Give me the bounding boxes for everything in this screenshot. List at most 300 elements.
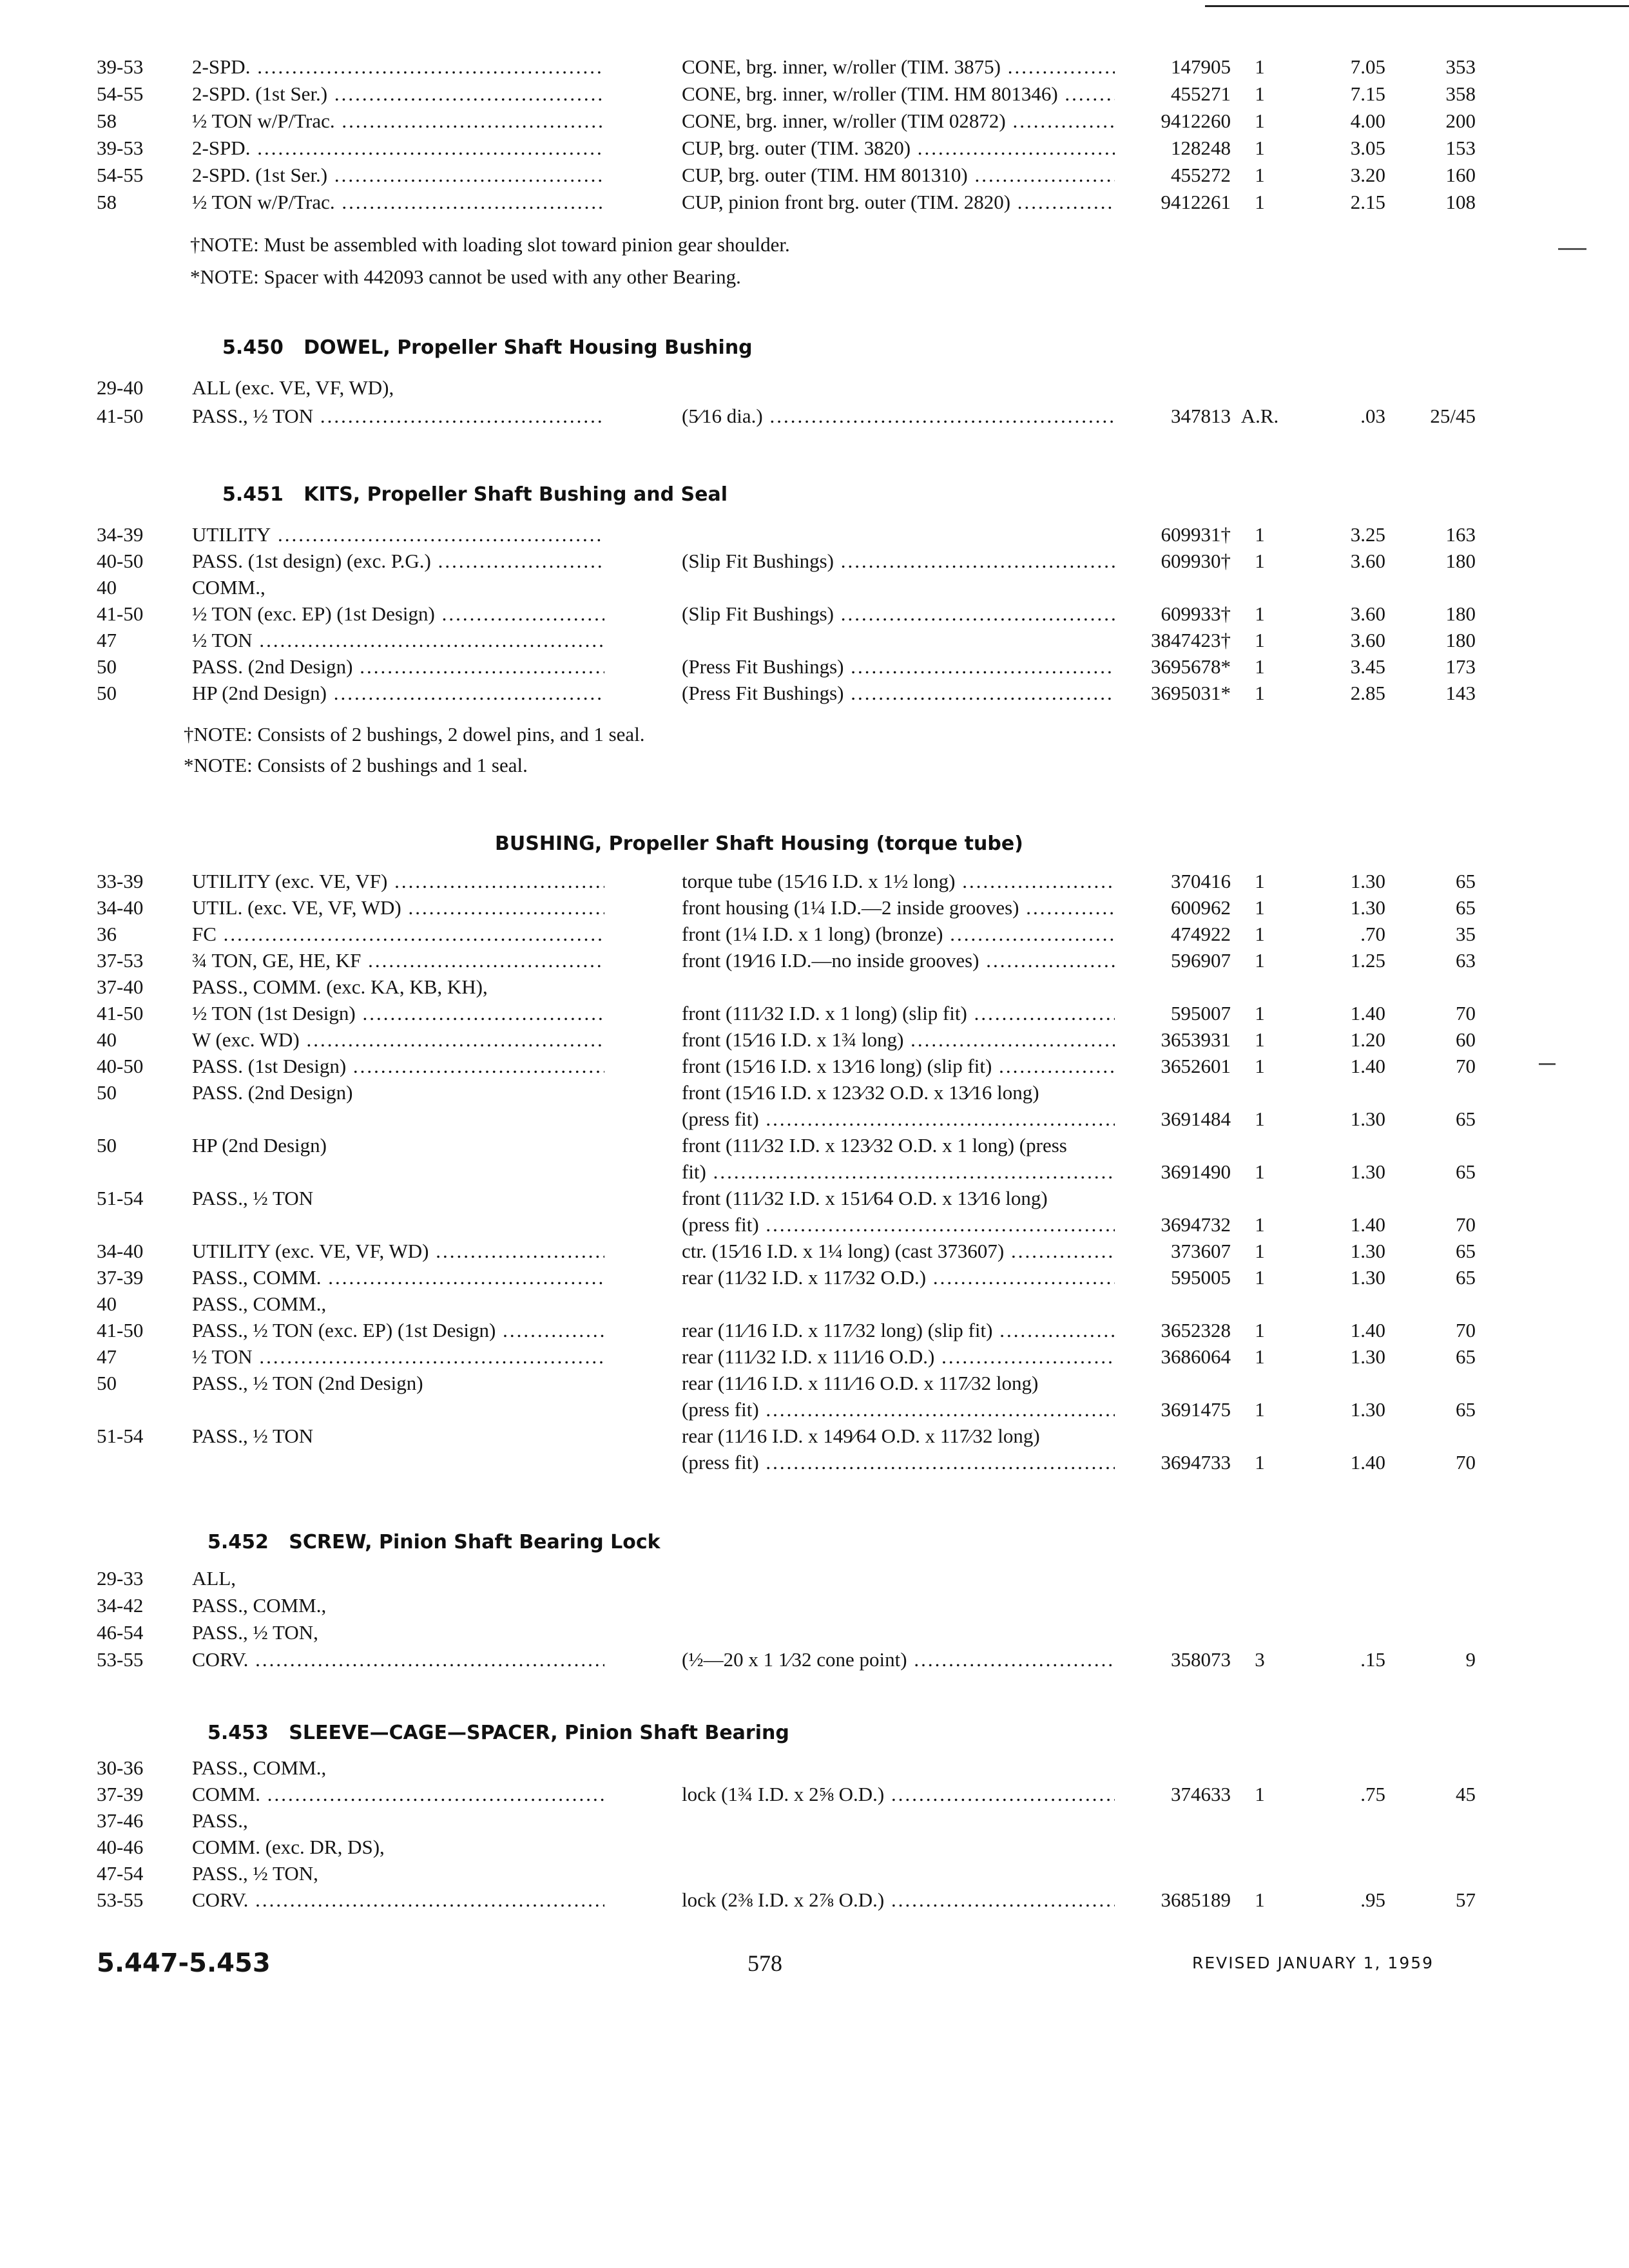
part-description: rear (11⁄16 I.D. x 111⁄16 O.D. x 117⁄32 long) [682,1372,1039,1394]
shipping-weight: 70 [1456,1451,1476,1474]
model-years: 47 [97,1345,117,1368]
footnote: *NOTE: Spacer with 442093 cannot be used with any other Bearing. [190,265,741,288]
list-price: 1.30 [1350,1398,1385,1421]
shipping-weight: 173 [1445,655,1476,678]
list-price: 1.40 [1350,1002,1385,1024]
section-title: BUSHING, Propeller Shaft Housing (torque tube) [495,832,1023,855]
part-description [682,1211,1115,1239]
model-applicability [192,999,604,1028]
model-applicability-text: PASS. (2nd Design) ..... [192,655,604,678]
list-price: 1.40 [1350,1319,1385,1341]
part-description [682,188,1115,216]
shipping-weight: 65 [1456,1398,1476,1421]
model-years: 50 [97,1081,117,1104]
part-number: 455272 [1171,164,1231,186]
footnote: *NOTE: Consists of 2 bushings and 1 seal. [184,754,528,776]
section-title: DOWEL, Propeller Shaft Housing Bushing [304,336,753,359]
model-applicability: PASS., COMM., [192,1594,327,1617]
model-years: 46-54 [97,1621,144,1644]
model-applicability [192,679,604,707]
model-applicability [192,521,604,549]
quantity: 1 [1255,1319,1265,1341]
parts-row [0,920,1629,948]
model-applicability-text: ¾ TON, GE, HE, KF ..... [192,949,604,972]
part-description [682,1396,1115,1424]
shipping-weight: 153 [1445,137,1476,159]
parts-row [0,1369,1629,1398]
shipping-weight: 63 [1456,949,1476,972]
parts-row [0,653,1629,681]
shipping-weight: 25/45 [1430,405,1476,427]
quantity: 1 [1255,1345,1265,1368]
part-description-text: CUP, brg. outer (TIM. HM 801310) ..... [682,164,1115,186]
shipping-weight: 180 [1445,602,1476,625]
part-number: 3653931 [1161,1028,1231,1051]
section-title: SCREW, Pinion Shaft Bearing Lock [289,1531,660,1553]
part-number: 370416 [1171,870,1231,892]
parts-row [0,1807,1629,1835]
part-description-text: ctr. (15⁄16 I.D. x 1¼ long) (cast 373607) ..... [682,1240,1115,1262]
parts-row [0,53,1629,81]
part-description-text: CONE, brg. inner, w/roller (TIM. 3875) ..... [682,55,1115,78]
model-applicability-text: PASS. (1st design) (exc. P.G.) ..... [192,550,604,572]
shipping-weight: 358 [1445,82,1476,105]
model-years: 40-50 [97,1055,144,1077]
model-years: 58 [97,191,117,213]
part-description-text: (Slip Fit Bushings) ..... [682,550,1115,572]
model-applicability-text: PASS. (1st Design) ..... [192,1055,604,1077]
model-applicability-text: UTILITY (exc. VE, VF, WD) ..... [192,1240,604,1262]
quantity: 1 [1255,1451,1265,1474]
part-number: 3847423† [1151,629,1231,651]
section-number: 5.451 [222,483,284,506]
parts-row [0,1396,1629,1424]
model-applicability-text: PASS., ½ TON (exc. EP) (1st Design) ..... [192,1319,604,1341]
model-applicability [192,1316,604,1345]
parts-row [0,1564,1629,1593]
parts-row [0,1619,1629,1647]
model-applicability [192,626,604,655]
model-years: 54-55 [97,82,144,105]
model-years: 40-46 [97,1836,144,1858]
part-description-text: front (1¼ I.D. x 1 long) (bronze) ..... [682,923,1115,945]
part-description-text: front (19⁄16 I.D.—no inside grooves) ..... [682,949,1115,972]
model-years: 50 [97,1372,117,1394]
part-description [682,999,1115,1028]
quantity: 1 [1255,870,1265,892]
model-applicability [192,1780,604,1809]
parts-row [0,1158,1629,1186]
parts-row [0,999,1629,1028]
model-years: 30-36 [97,1756,144,1779]
quantity: 1 [1255,1213,1265,1236]
parts-row [0,547,1629,575]
list-price: 7.05 [1350,55,1385,78]
quantity: 1 [1255,110,1265,132]
revision-date: REVISED JANUARY 1, 1959 [1192,1954,1434,1972]
part-description-text: fit) ..... [682,1160,1115,1183]
top-rule [1205,5,1629,7]
model-years: 39-53 [97,137,144,159]
model-years: 34-42 [97,1594,144,1617]
parts-row [0,1211,1629,1239]
part-number: 474922 [1171,923,1231,945]
quantity: 1 [1255,1160,1265,1183]
model-applicability [192,1264,604,1292]
parts-row [0,894,1629,922]
list-price: 1.30 [1350,870,1385,892]
model-applicability-text: ½ TON ..... [192,1345,604,1368]
model-years: 34-39 [97,523,144,546]
list-price: 1.30 [1350,1108,1385,1130]
part-description-text: CUP, brg. outer (TIM. 3820) ..... [682,137,1115,159]
parts-row [0,161,1629,189]
parts-row [0,1316,1629,1345]
shipping-weight: 180 [1445,550,1476,572]
part-description-text: front (15⁄16 I.D. x 13⁄16 long) (slip fit) ..... [682,1055,1115,1077]
model-years: 37-53 [97,949,144,972]
model-years: 29-40 [97,376,144,399]
part-number: 455271 [1171,82,1231,105]
part-description: front (15⁄16 I.D. x 123⁄32 O.D. x 13⁄16 long) [682,1081,1039,1104]
model-applicability-text: 2-SPD. ..... [192,55,604,78]
list-price: 3.20 [1350,164,1385,186]
quantity: 1 [1255,1398,1265,1421]
quantity: 1 [1255,602,1265,625]
model-applicability [192,947,604,975]
parts-row [0,402,1629,430]
model-applicability: PASS., ½ TON (2nd Design) [192,1372,423,1394]
part-number: 595005 [1171,1266,1231,1289]
list-price: 1.30 [1350,1240,1385,1262]
list-price: 1.30 [1350,1345,1385,1368]
part-description [682,894,1115,922]
shipping-weight: 70 [1456,1002,1476,1024]
list-price: 4.00 [1350,110,1385,132]
parts-row [0,1754,1629,1782]
model-applicability-text: FC ..... [192,923,604,945]
quantity: 1 [1255,682,1265,704]
quantity: 1 [1255,1240,1265,1262]
parts-row [0,188,1629,216]
margin-mark [1558,248,1586,250]
model-applicability [192,653,604,681]
quantity: 1 [1255,550,1265,572]
parts-row [0,374,1629,402]
part-description [682,53,1115,81]
quantity: 3 [1255,1648,1265,1671]
part-number: 3694732 [1161,1213,1231,1236]
model-applicability-text: HP (2nd Design) ..... [192,682,604,704]
model-applicability: PASS., ½ TON [192,1187,314,1209]
part-number: 373607 [1171,1240,1231,1262]
part-description [682,1158,1115,1186]
part-description [682,1646,1115,1674]
model-years: 37-40 [97,975,144,998]
model-applicability [192,1026,604,1054]
model-applicability-text: 2-SPD. (1st Ser.) ..... [192,82,604,105]
model-years: 40 [97,576,117,599]
parts-row [0,1860,1629,1888]
part-description-text: (press fit) ..... [682,1398,1115,1421]
section-range: 5.447-5.453 [97,1948,271,1978]
model-applicability [192,161,604,189]
model-years: 41-50 [97,1002,144,1024]
parts-row [0,1422,1629,1450]
part-number: 347813 [1171,405,1231,427]
model-applicability-text: CORV. ..... [192,1648,604,1671]
parts-row [0,1131,1629,1160]
parts-row [0,867,1629,896]
part-description-text: front housing (1¼ I.D.—2 inside grooves) ..... [682,896,1115,919]
footnote: †NOTE: Must be assembled with loading slot toward pinion gear shoulder. [190,233,790,256]
model-years: 37-46 [97,1809,144,1832]
parts-row [0,1646,1629,1674]
model-applicability: COMM., [192,576,265,599]
quantity: 1 [1255,629,1265,651]
model-years: 37-39 [97,1783,144,1805]
part-description-text: front (15⁄16 I.D. x 1¾ long) ..... [682,1028,1115,1051]
model-applicability [192,547,604,575]
part-description-text: (press fit) ..... [682,1108,1115,1130]
model-years: 40 [97,1293,117,1315]
model-applicability [192,1052,604,1081]
list-price: .95 [1360,1888,1385,1911]
model-years: 40 [97,1028,117,1051]
model-applicability-text: ½ TON w/P/Trac. ..... [192,191,604,213]
quantity: 1 [1255,655,1265,678]
parts-row [0,1052,1629,1081]
part-description: rear (11⁄16 I.D. x 149⁄64 O.D. x 117⁄32 long) [682,1425,1040,1447]
model-applicability [192,1237,604,1265]
parts-row [0,1448,1629,1477]
part-number: 3685189 [1161,1888,1231,1911]
parts-row [0,1079,1629,1107]
section-heading-bushing [495,830,1023,858]
part-description [682,1886,1115,1914]
part-number: 3691484 [1161,1108,1231,1130]
model-applicability [192,402,604,430]
shipping-weight: 200 [1445,110,1476,132]
part-number: 3695031* [1151,682,1231,704]
part-number: 3686064 [1161,1345,1231,1368]
quantity: 1 [1255,164,1265,186]
model-applicability: PASS., ½ TON [192,1425,314,1447]
list-price: 3.60 [1350,550,1385,572]
part-description [682,1237,1115,1265]
part-number: 3691475 [1161,1398,1231,1421]
section-title: KITS, Propeller Shaft Bushing and Seal [304,483,728,506]
model-years: 47-54 [97,1862,144,1885]
list-price: 3.25 [1350,523,1385,546]
part-description [682,402,1115,430]
shipping-weight: 70 [1456,1319,1476,1341]
part-description-text: CONE, brg. inner, w/roller (TIM 02872) ..... [682,110,1115,132]
part-description [682,1343,1115,1371]
parts-row [0,1833,1629,1861]
model-applicability-text: ½ TON (1st Design) ..... [192,1002,604,1024]
model-applicability [192,80,604,108]
part-description [682,80,1115,108]
list-price: 3.60 [1350,629,1385,651]
list-price: 1.30 [1350,1266,1385,1289]
model-years: 50 [97,655,117,678]
quantity: A.R. [1240,405,1279,427]
list-price: 2.15 [1350,191,1385,213]
part-description-text: front (111⁄32 I.D. x 1 long) (slip fit) ..... [682,1002,1115,1024]
part-number: 147905 [1171,55,1231,78]
model-years: 36 [97,923,117,945]
quantity: 1 [1255,1783,1265,1805]
part-description [682,1316,1115,1345]
part-description-text: (press fit) ..... [682,1213,1115,1236]
part-description-text: lock (2⅜ I.D. x 2⅞ O.D.) ..... [682,1888,1115,1911]
part-description [682,600,1115,628]
shipping-weight: 160 [1445,164,1476,186]
part-number: 3694733 [1161,1451,1231,1474]
model-applicability-text: 2-SPD. ..... [192,137,604,159]
shipping-weight: 57 [1456,1888,1476,1911]
model-applicability: ALL (exc. VE, VF, WD), [192,376,394,399]
model-applicability: PASS. (2nd Design) [192,1081,353,1104]
part-description [682,1026,1115,1054]
part-description-text: (press fit) ..... [682,1451,1115,1474]
model-years: 34-40 [97,896,144,919]
part-number: 358073 [1171,1648,1231,1671]
part-number: 3652601 [1161,1055,1231,1077]
model-applicability: PASS., COMM. (exc. KA, KB, KH), [192,975,488,998]
model-applicability [192,134,604,162]
part-number: 595007 [1171,1002,1231,1024]
parts-row [0,107,1629,135]
part-description [682,1052,1115,1081]
shipping-weight: 45 [1456,1783,1476,1805]
shipping-weight: 70 [1456,1213,1476,1236]
model-years: 54-55 [97,164,144,186]
list-price: 1.30 [1350,896,1385,919]
part-description [682,134,1115,162]
shipping-weight: 65 [1456,870,1476,892]
model-years: 40-50 [97,550,144,572]
model-applicability-text: ½ TON (exc. EP) (1st Design) ..... [192,602,604,625]
part-description-text: rear (11⁄16 I.D. x 117⁄32 long) (slip fit) ..... [682,1319,1115,1341]
parts-row [0,626,1629,655]
parts-row [0,573,1629,602]
list-price: 1.20 [1350,1028,1385,1051]
part-description [682,1448,1115,1477]
parts-row [0,1780,1629,1809]
parts-row [0,521,1629,549]
list-price: 1.30 [1350,1160,1385,1183]
part-description [682,1780,1115,1809]
model-years: 51-54 [97,1187,144,1209]
quantity: 1 [1255,1028,1265,1051]
parts-row [0,134,1629,162]
part-description: front (111⁄32 I.D. x 123⁄32 O.D. x 1 long) (press [682,1134,1067,1157]
part-number: 9412260 [1161,110,1231,132]
model-applicability-text: W (exc. WD) ..... [192,1028,604,1051]
section-heading-5452 [207,1528,660,1557]
parts-row [0,1026,1629,1054]
part-description [682,107,1115,135]
list-price: 1.40 [1350,1451,1385,1474]
model-applicability-text: 2-SPD. (1st Ser.) ..... [192,164,604,186]
parts-row [0,1886,1629,1914]
list-price: 1.40 [1350,1213,1385,1236]
model-applicability [192,867,604,896]
part-description [682,1264,1115,1292]
shipping-weight: 163 [1445,523,1476,546]
parts-row [0,1290,1629,1318]
quantity: 1 [1255,523,1265,546]
quantity: 1 [1255,1108,1265,1130]
model-years: 41-50 [97,602,144,625]
parts-row [0,1591,1629,1620]
section-number: 5.450 [222,336,284,359]
list-price: .15 [1360,1648,1385,1671]
model-applicability-text: UTILITY (exc. VE, VF) ..... [192,870,604,892]
parts-row [0,1105,1629,1133]
model-applicability: PASS., [192,1809,248,1832]
model-years: 50 [97,1134,117,1157]
section-heading-5451 [222,481,728,509]
part-number: 609933† [1161,602,1231,625]
parts-row [0,600,1629,628]
section-heading-5450 [222,334,753,362]
model-years: 53-55 [97,1648,144,1671]
section-number: 5.452 [207,1531,269,1553]
shipping-weight: 65 [1456,1266,1476,1289]
part-number: 3695678* [1151,655,1231,678]
model-applicability [192,107,604,135]
list-price: .75 [1360,1783,1385,1805]
model-years: 41-50 [97,1319,144,1341]
list-price: 2.85 [1350,682,1385,704]
model-years: 50 [97,682,117,704]
part-description-text: (½—20 x 1 1⁄32 cone point) ..... [682,1648,1115,1671]
model-applicability: ALL, [192,1567,236,1590]
shipping-weight: 9 [1465,1648,1476,1671]
model-applicability [192,920,604,948]
model-years: 29-33 [97,1567,144,1590]
quantity: 1 [1255,923,1265,945]
model-applicability: PASS., COMM., [192,1293,327,1315]
shipping-weight: 143 [1445,682,1476,704]
part-description-text: torque tube (15⁄16 I.D. x 1½ long) ..... [682,870,1115,892]
model-applicability-text: UTIL. (exc. VE, VF, WD) ..... [192,896,604,919]
part-number: 3652328 [1161,1319,1231,1341]
part-description [682,679,1115,707]
part-description [682,920,1115,948]
page-number: 578 [747,1950,782,1976]
part-number: 128248 [1171,137,1231,159]
quantity: 1 [1255,191,1265,213]
model-applicability: PASS., COMM., [192,1756,327,1779]
model-years: 39-53 [97,55,144,78]
part-description-text: (Press Fit Bushings) ..... [682,682,1115,704]
part-number: 596907 [1171,949,1231,972]
part-description [682,867,1115,896]
section-number: 5.453 [207,1722,269,1744]
model-years: 33-39 [97,870,144,892]
shipping-weight: 65 [1456,1345,1476,1368]
part-description-text: (Slip Fit Bushings) ..... [682,602,1115,625]
list-price: 1.40 [1350,1055,1385,1077]
part-description [682,161,1115,189]
part-number: 600962 [1171,896,1231,919]
model-applicability: HP (2nd Design) [192,1134,327,1157]
model-applicability [192,894,604,922]
